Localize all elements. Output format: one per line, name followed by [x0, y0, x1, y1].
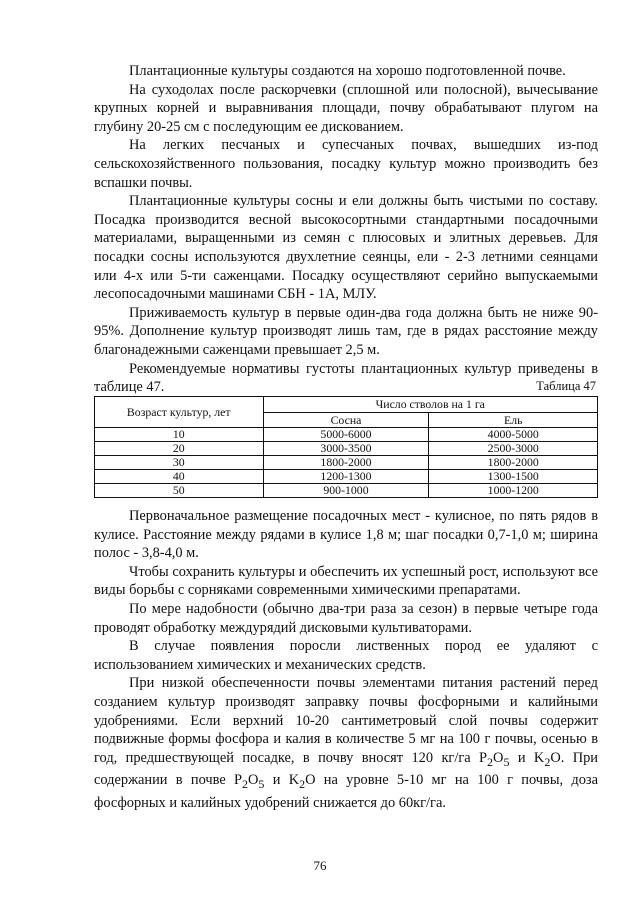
- text-block-top: [94, 62, 598, 397]
- header-stems-per-ha: Число стволов на 1 га: [263, 397, 598, 413]
- header-spruce: Ель: [429, 412, 598, 428]
- paragraph: Плантационные культуры создаются на хорошо подготовленной почве.: [129, 63, 566, 79]
- paragraph: В случае появления поросли лиственных пород ее удаляют с использованием химических и механических средств.: [94, 638, 598, 673]
- cell-pine: 1800-2000: [263, 456, 429, 470]
- paragraph: Рекомендуемые нормативы густоты плантационных культур приведены в таблице 47.: [94, 360, 598, 396]
- cell-age: 20: [95, 442, 264, 456]
- cell-age: 50: [95, 484, 264, 498]
- paragraph: По мере надобности (обычно два-три раза за сезон) в первые четыре года проводят обработку междурядий дисковыми культиваторами.: [94, 600, 598, 636]
- paragraph-fertilizer: При низкой обеспеченности почвы элементами питания растений перед созданием культур производят заправку почвы фосфорными и калийными удобрениями. Если верхний 10-20 сантиметровый слой почвы содержит подвижные формы фосфора и калия в количестве 5 мг на 100 г почвы, осенью в год, предшествующей посадке, в почву вносят 120 кг/га $P_2O_5$ и $K_2O$. При содержании в почве $P_2O_5$ и $K_2O$ на уровне 5-10 мг на 100 г почвы, доза фосфорных и калийных удобрений снижается до 60кг/га.: [94, 675, 598, 811]
- cell-pine: 5000-6000: [263, 428, 429, 442]
- paragraph: Первоначальное размещение посадочных мест - кулисное, по пять рядов в кулисе. Расстояние между рядами в кулисе 1,8 м; шаг посадки 0,7-1,0 м; ширина полос - 3,8-4,0 м.: [94, 508, 598, 562]
- cell-age: 30: [95, 456, 264, 470]
- table-row: [95, 442, 598, 456]
- cell-spruce: 1800-2000: [429, 456, 598, 470]
- table-row: [95, 428, 598, 442]
- cell-pine: 900-1000: [263, 484, 429, 498]
- cell-age: 40: [95, 470, 264, 484]
- paragraph: На легких песчаных и супесчаных почвах, вышедших из-под сельскохозяйственного пользования, посадку культур можно производить без вспашки почвы.: [94, 137, 598, 191]
- paragraph: Приживаемость культур в первые один-два года должна быть не ниже 90-95%. Дополнение культур производят лишь там, где в рядах расстояние между благонадежными саженцами превышает 2,5 м.: [94, 304, 598, 358]
- text-block-bottom: [94, 507, 598, 812]
- cell-spruce: 1300-1500: [429, 470, 598, 484]
- table-row: [95, 470, 598, 484]
- header-pine: Сосна: [263, 412, 429, 428]
- cell-pine: 1200-1300: [263, 470, 429, 484]
- cell-age: 10: [95, 428, 264, 442]
- cell-pine: 3000-3500: [263, 442, 429, 456]
- density-table: [94, 396, 598, 498]
- paragraph: На суходолах после раскорчевки (сплошной или полосной), вычесывание крупных корней и выравнивания площади, почву обрабатывают плугом на глубину 20-25 см с последующим ее дискованием.: [94, 81, 598, 135]
- cell-spruce: 4000-5000: [429, 428, 598, 442]
- header-age: Возраст культур, лет: [95, 397, 264, 428]
- paragraph: Чтобы сохранить культуры и обеспечить их успешный рост, используют все виды борьбы с сорняками современными химическими препаратами.: [94, 563, 598, 599]
- table-row: [95, 484, 598, 498]
- cell-spruce: 1000-1200: [429, 484, 598, 498]
- paragraph: Плантационные культуры сосны и ели должны быть чистыми по составу. Посадка производится весной высокосортными стандартными посадочными материалами, выращенными из семян с плюсовых и элитных деревьев. Для посадки сосны используются двухлетние сеянцы, ели - 2-3 летними сеянцами или 4-х или 5-ти саженцами. Посадку осуществляют серийно выпускаемыми лесопосадочными машинами СБН - 1А, МЛУ.: [94, 193, 598, 303]
- table-caption: Таблица 47: [536, 379, 596, 393]
- page-number: 76: [313, 858, 327, 873]
- cell-spruce: 2500-3000: [429, 442, 598, 456]
- table-row: [95, 456, 598, 470]
